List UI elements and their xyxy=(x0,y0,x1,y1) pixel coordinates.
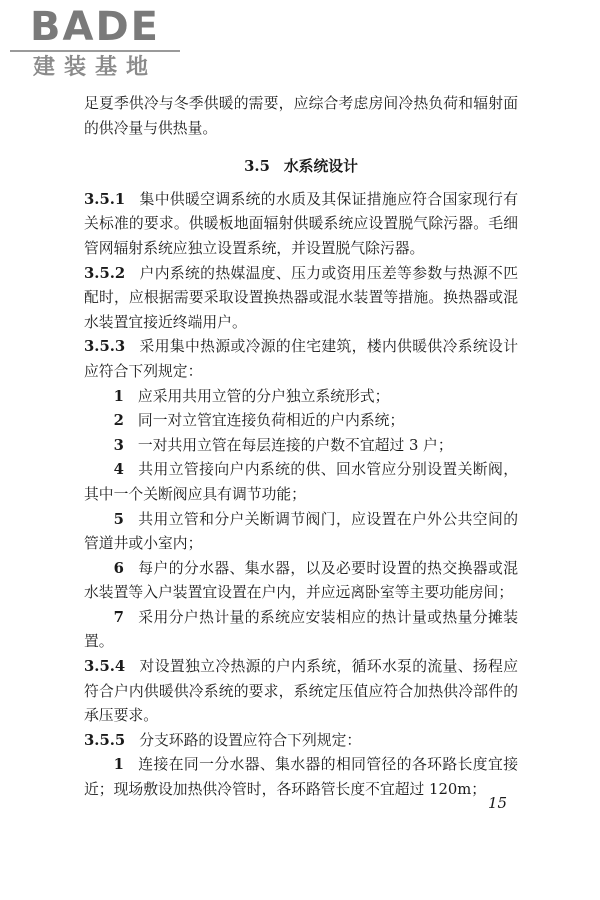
item-number: 5 xyxy=(113,510,124,528)
list-item xyxy=(84,458,518,507)
item-text: 共用立管接向户内系统的供、回水管应分别设置关断阀，其中一个关断阀应具有调节功能； xyxy=(84,461,518,503)
list-item xyxy=(84,753,518,802)
clause-text: 户内系统的热媒温度、压力或资用压差等参数与热源不匹配时，应根据需要采取设置换热器或混水装置等措施。换热器或混水装置宜接近终端用户。 xyxy=(84,264,518,331)
clause-text: 分支环路的设置应符合下列规定： xyxy=(139,731,362,749)
logo-subtitle: 建装基地 xyxy=(10,50,180,82)
page-number: 15 xyxy=(488,794,508,812)
item-text: 一对共用立管在每层连接的户数不宜超过 3 户； xyxy=(137,436,453,454)
list-item xyxy=(84,508,518,557)
clause-3-5-5 xyxy=(84,729,518,754)
clause-text: 采用集中热源或冷源的住宅建筑，楼内供暖供冷系统设计应符合下列规定： xyxy=(84,338,518,380)
item-number: 1 xyxy=(113,387,124,405)
clause-number: 3.5.4 xyxy=(84,658,126,676)
item-text: 应采用共用立管的分户独立系统形式； xyxy=(137,387,390,405)
clause-3-5-3 xyxy=(84,335,518,384)
document-body xyxy=(84,92,518,803)
item-number: 6 xyxy=(113,559,124,577)
item-number: 7 xyxy=(113,608,124,626)
clause-number: 3.5.2 xyxy=(84,264,126,282)
clause-3-5-1 xyxy=(84,188,518,262)
clause-text: 集中供暖空调系统的水质及其保证措施应符合国家现行有关标准的要求。供暖板地面辐射供暖系统应设置脱气除污器。毛细管网辐射系统应独立设置系统，并设置脱气除污器。 xyxy=(84,190,518,257)
item-text: 共用立管和分户关断调节阀门，应设置在户外公共空间的管道井或小室内； xyxy=(84,510,518,553)
item-text: 每户的分水器、集水器，以及必要时设置的热交换器或混水装置等入户装置宜设置在户内，并应远离卧室等主要功能房间； xyxy=(84,559,518,602)
list-item xyxy=(84,409,518,434)
intro-paragraph: 足夏季供冷与冬季供暖的需要，应综合考虑房间冷热负荷和辐射面的供冷量与供热量。 xyxy=(84,95,518,137)
logo-wordmark: BADE xyxy=(30,4,160,50)
item-text: 采用分户热计量的系统应安装相应的热计量或热量分摊装置。 xyxy=(84,608,518,651)
section-title: 水系统设计 xyxy=(283,158,358,176)
clause-number: 3.5.3 xyxy=(84,338,126,356)
clause-number: 3.5.5 xyxy=(84,731,126,749)
section-number: 3.5 xyxy=(244,158,270,176)
item-number: 1 xyxy=(113,756,124,774)
section-heading xyxy=(84,155,518,180)
list-item xyxy=(84,434,518,459)
clause-3-5-2 xyxy=(84,262,518,336)
item-number: 3 xyxy=(113,436,124,454)
list-item xyxy=(84,557,518,606)
item-number: 4 xyxy=(113,461,124,479)
item-text: 同一对立管宜连接负荷相近的户内系统； xyxy=(137,412,405,430)
list-item xyxy=(84,385,518,410)
clause-3-5-4 xyxy=(84,655,518,729)
clause-text: 对设置独立冷热源的户内系统，循环水泵的流量、扬程应符合户内供暖供冷系统的要求，系统定压值应符合加热供冷部件的承压要求。 xyxy=(84,658,518,725)
list-item xyxy=(84,606,518,655)
logo xyxy=(10,6,180,86)
item-number: 2 xyxy=(113,412,124,430)
clause-number: 3.5.1 xyxy=(84,190,126,208)
item-text: 连接在同一分水器、集水器的相同管径的各环路长度宜接近；现场敷设加热供冷管时，各环路管长度不宜超过 120m； xyxy=(84,756,518,799)
